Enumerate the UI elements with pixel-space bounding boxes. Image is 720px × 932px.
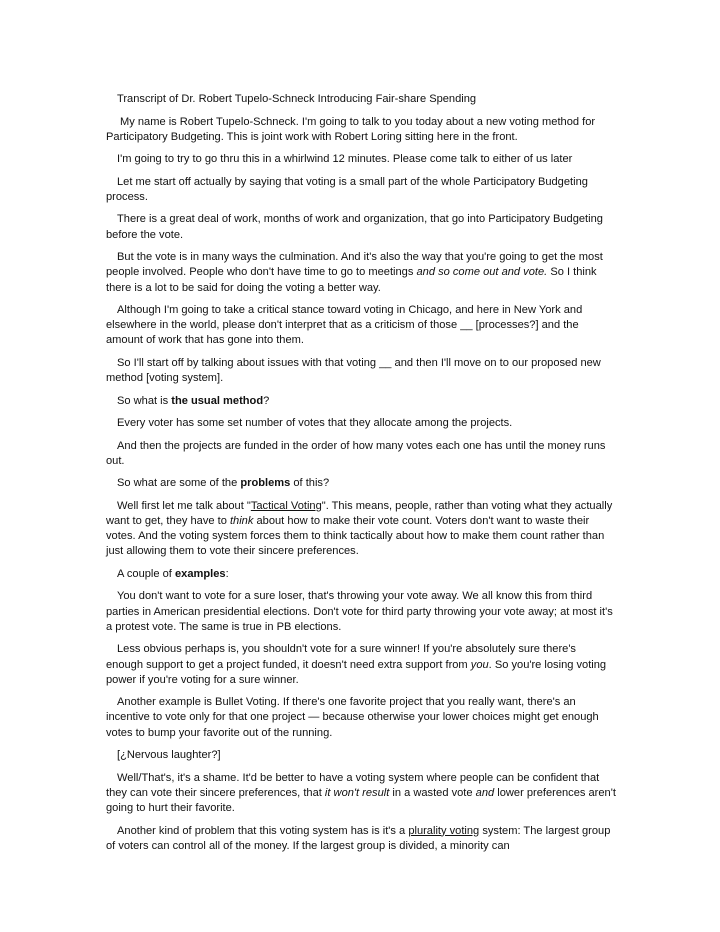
- text-run: lower preferences aren't going to hurt their favorite.: [106, 786, 616, 815]
- paragraph: [106, 642, 616, 688]
- text-run: But the vote is in many ways the culmination. And it's also the way that you're going to get the most people involved. People who don't have time to go to meetings: [106, 251, 603, 279]
- paragraph: [106, 695, 616, 741]
- document-body: [106, 115, 616, 854]
- paragraph: [106, 212, 616, 242]
- text-run: Tactical Voting: [250, 499, 322, 512]
- text-run: problems: [240, 477, 291, 490]
- paragraph: [106, 476, 616, 491]
- text-run: So what are some of the: [117, 477, 241, 490]
- paragraph: [106, 175, 616, 205]
- text-run: ?: [263, 394, 270, 407]
- text-run: I'm going to try to go thru this in a whirlwind 12 minutes. Please come talk to either of us later: [117, 153, 573, 166]
- text-run: about how to make their vote count. Voters don't want to waste their votes. And the voting system forces them to think tactically about how to make them count rather than just allowing them to vote their sincere preferences.: [106, 515, 605, 558]
- text-run: . So you're losing voting power if you're voting for a sure winner.: [106, 658, 607, 686]
- text-run: you: [470, 658, 489, 671]
- text-run: examples: [174, 567, 226, 580]
- paragraph: [106, 748, 616, 763]
- text-run: And then the projects are funded in the order of how many votes each one has until the money runs out.: [106, 439, 606, 467]
- text-run: it won't result: [324, 786, 390, 799]
- text-run: So I'll start off by talking about issues with that voting __ and then I'll move on to our proposed new method [voting system].: [106, 356, 601, 385]
- paragraph: [106, 439, 616, 469]
- text-run: :: [225, 567, 229, 580]
- text-run: Less obvious perhaps is, you shouldn't vote for a sure winner! If you're absolutely sure there's enough support to get a project funded, it doesn't need extra support from: [106, 643, 576, 671]
- paragraph: [106, 589, 616, 635]
- text-run: system: The largest group of voters can control all of the money. If the largest group is divided, a minority can: [106, 824, 611, 852]
- text-run: Every voter has some set number of votes that they allocate among the projects.: [117, 417, 513, 430]
- text-run: plurality voting: [408, 824, 480, 837]
- text-run: and: [475, 786, 495, 799]
- text-run: ". This means, people, rather than voting what they actually want to get, they have to: [106, 499, 613, 528]
- text-run: [¿Nervous laughter?]: [117, 749, 221, 762]
- text-run: Another example is Bullet Voting. If there's one favorite project that you really want, there's an incentive to vote only for that one project — because otherwise your lower choices might get enough votes to bump your favorite out of the running.: [106, 696, 599, 739]
- text-run: the usual method: [171, 394, 264, 407]
- paragraph: [106, 115, 616, 145]
- text-run: Another kind of problem that this voting system has is it's a: [117, 824, 409, 837]
- text-run: and so come out and vote.: [416, 266, 548, 279]
- document-page: [106, 92, 616, 861]
- text-run: You don't want to vote for a sure loser, that's throwing your vote away. We all know this from third parties in American presidential elections. Don't vote for third party throwing your vote away; at most it's a protest vote. The same is true in PB elections.: [106, 590, 613, 633]
- text-run: Although I'm going to take a critical stance toward voting in Chicago, and here in New York and elsewhere in the world, please don't interpret that as a criticism of those __ [processes?] and the amount of work that has gone into them.: [106, 304, 583, 347]
- paragraph: [106, 303, 616, 349]
- text-run: A couple of: [117, 567, 175, 580]
- text-run: There is a great deal of work, months of work and organization, that go into Participatory Budgeting before the vote.: [106, 213, 603, 241]
- text-run: in a wasted vote: [389, 786, 476, 799]
- paragraph: [106, 567, 616, 582]
- text-run: My name is Robert Tupelo-Schneck. I'm going to talk to you today about a new voting method for Participatory Budgeting. This is joint work with Robert Loring sitting here in the front.: [106, 115, 596, 143]
- text-run: So what is: [117, 394, 172, 407]
- text-run: of this?: [290, 477, 330, 490]
- text-run: Well first let me talk about ": [117, 499, 251, 512]
- text-run: Let me start off actually by saying that voting is a small part of the whole Participatory Budgeting process.: [106, 175, 588, 203]
- paragraph: [106, 824, 616, 854]
- document-title: Transcript of Dr. Robert Tupelo-Schneck Introducing Fair-share Spending: [117, 93, 477, 105]
- text-run: Well/That's, it's a shame. It'd be better to have a voting system where people can be confident that they can vote their sincere preferences, that: [106, 771, 600, 799]
- text-run: So I think there is a lot to be said for doing the voting a better way.: [106, 266, 597, 294]
- paragraph: [106, 250, 616, 296]
- paragraph: [106, 394, 616, 409]
- paragraph: [106, 356, 616, 386]
- paragraph: [106, 416, 616, 431]
- text-run: think: [229, 515, 254, 528]
- paragraph: [106, 152, 616, 167]
- paragraph: [106, 499, 616, 560]
- paragraph: [106, 771, 616, 817]
